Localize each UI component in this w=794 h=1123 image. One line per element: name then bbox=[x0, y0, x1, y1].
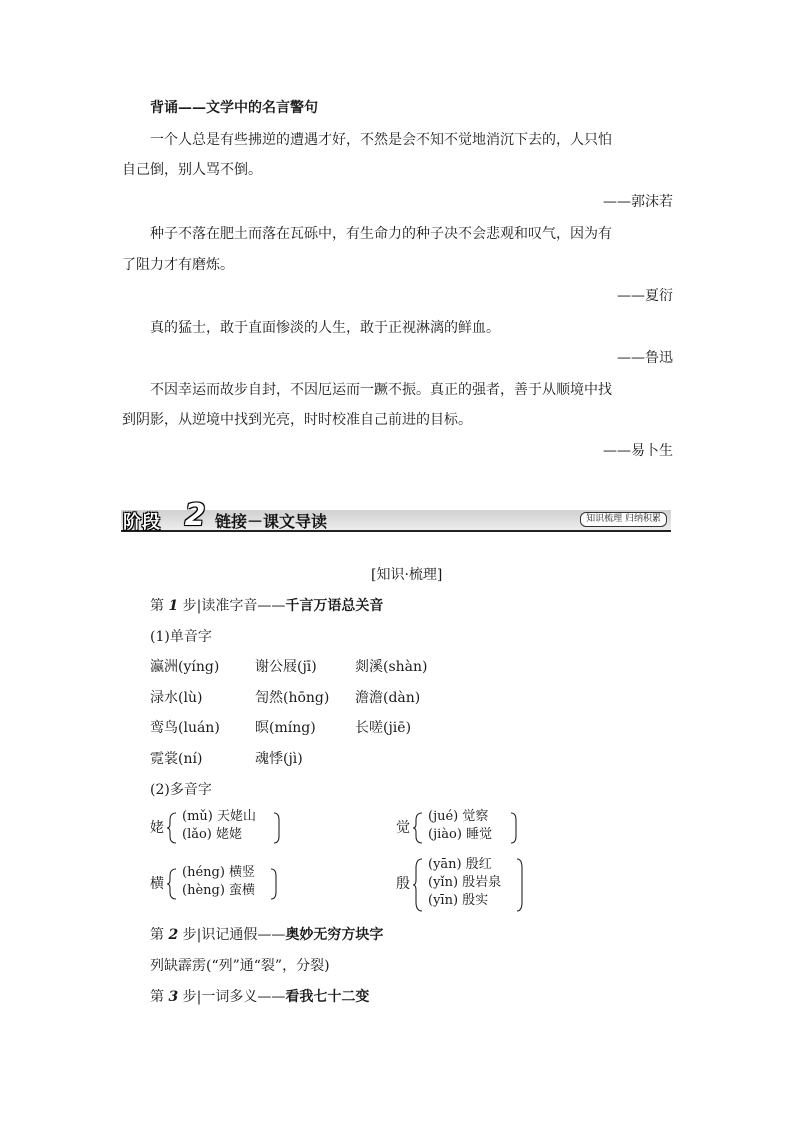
reading bbox=[428, 856, 492, 874]
step-name: 识记通假—— bbox=[201, 927, 286, 943]
step-mid: 步| bbox=[178, 598, 202, 614]
multi-char: 姥 bbox=[150, 820, 164, 836]
stage-label: 阶段 bbox=[123, 512, 161, 533]
recite-heading: 背诵——文学中的名言警句 bbox=[150, 100, 318, 116]
pinyin: (héng) bbox=[182, 865, 225, 880]
word: 蛮横 bbox=[229, 883, 256, 898]
pinyin: (lǎo) bbox=[182, 827, 212, 842]
single-char-item: 剡溪(shàn) bbox=[355, 659, 428, 675]
pinyin: (hèng) bbox=[182, 883, 225, 898]
word: 觉察 bbox=[462, 809, 489, 824]
pinyin: (jué) bbox=[428, 809, 459, 824]
quote-line: 自己倒，别人骂不倒。 bbox=[122, 162, 262, 178]
step-number: 1 bbox=[168, 598, 179, 614]
multi-char: 殷 bbox=[396, 876, 410, 892]
tongjia-item: 列缺霹雳(“列”通“裂”，分裂) bbox=[150, 958, 330, 974]
multi-char: 横 bbox=[150, 876, 164, 892]
quote-author: ——鲁迅 bbox=[617, 350, 673, 366]
quote-line: 种子不落在肥土而落在瓦砾中，有生命力的种子决不会悲观和叹气，因为有 bbox=[150, 226, 612, 242]
step-mid: 步| bbox=[178, 989, 202, 1005]
section-header: [知识·梳理] bbox=[371, 567, 443, 583]
quote-line: 不因幸运而故步自封，不因厄运而一蹶不振。真正的强者，善于从顺境中找 bbox=[150, 382, 612, 398]
step-tail: 看我七十二变 bbox=[285, 989, 370, 1005]
step-number: 2 bbox=[168, 927, 179, 943]
multi-char: 觉 bbox=[396, 820, 410, 836]
reading bbox=[182, 882, 255, 900]
single-char-item: 暝(míng) bbox=[255, 720, 316, 736]
step-mid: 步| bbox=[178, 927, 202, 943]
right-brace-icon bbox=[270, 868, 278, 900]
single-char-item: 訇然(hōng) bbox=[255, 690, 330, 706]
left-brace-icon bbox=[167, 868, 177, 900]
single-char-item: 澹澹(dàn) bbox=[355, 690, 421, 706]
reading bbox=[428, 874, 501, 892]
quote-line: 真的猛士，敢于直面惨淡的人生，敢于正视淋漓的鲜血。 bbox=[150, 320, 500, 336]
step-name: 读准字音—— bbox=[201, 598, 286, 614]
pinyin: (yǐn) bbox=[428, 875, 459, 890]
step-tail: 千言万语总关音 bbox=[285, 598, 384, 614]
step-1-heading bbox=[150, 596, 383, 616]
word: 横竖 bbox=[229, 865, 256, 880]
right-brace-icon bbox=[516, 858, 524, 912]
quote-line: 一个人总是有些拂逆的遭遇才好，不然是会不知不觉地消沉下去的，人只怕 bbox=[150, 132, 612, 148]
single-char-item: 魂悸(jì) bbox=[255, 751, 303, 767]
step-tail: 奥妙无穷方块字 bbox=[285, 927, 384, 943]
stage-number: 2 bbox=[184, 498, 206, 533]
step-prefix: 第 bbox=[150, 989, 169, 1005]
reading bbox=[182, 826, 242, 844]
quote-author: ——夏衍 bbox=[617, 288, 673, 304]
quote-line: 到阴影，从逆境中找到光亮，时时校准自己前进的目标。 bbox=[122, 412, 472, 428]
reading bbox=[182, 808, 256, 826]
pinyin: (yān) bbox=[428, 857, 462, 872]
pinyin: (yīn) bbox=[428, 893, 459, 908]
single-char-item: 长嗟(jiē) bbox=[355, 720, 412, 736]
single-char-item: 谢公屐(jī) bbox=[255, 659, 317, 675]
single-char-heading: (1)单音字 bbox=[150, 629, 212, 645]
single-char-item: 瀛洲(yíng) bbox=[150, 659, 220, 675]
banner-title: 链接－课文导读 bbox=[215, 512, 328, 531]
single-char-item: 鸾鸟(luán) bbox=[150, 720, 220, 736]
multi-char-heading: (2)多音字 bbox=[150, 782, 212, 798]
word: 殷实 bbox=[462, 893, 489, 908]
reading bbox=[428, 808, 488, 826]
banner-tag: 知识梳理 归纳积累 bbox=[580, 512, 667, 527]
step-prefix: 第 bbox=[150, 927, 169, 943]
word: 天姥山 bbox=[216, 809, 256, 824]
step-prefix: 第 bbox=[150, 598, 169, 614]
step-3-heading bbox=[150, 987, 369, 1007]
step-name: 一词多义—— bbox=[201, 989, 286, 1005]
quote-line: 了阻力才有磨炼。 bbox=[122, 257, 234, 273]
reading bbox=[428, 892, 488, 910]
word: 姥姥 bbox=[216, 827, 243, 842]
quote-author: ——郭沫若 bbox=[603, 194, 673, 210]
word: 殷红 bbox=[465, 857, 492, 872]
reading bbox=[428, 826, 492, 844]
pinyin: (jiào) bbox=[428, 827, 462, 842]
word: 殷岩泉 bbox=[462, 875, 502, 890]
step-2-heading bbox=[150, 925, 383, 945]
left-brace-icon bbox=[413, 812, 423, 844]
right-brace-icon bbox=[273, 812, 281, 844]
step-number: 3 bbox=[168, 989, 179, 1005]
single-char-item: 渌水(lù) bbox=[150, 690, 203, 706]
single-char-item: 霓裳(ní) bbox=[150, 751, 203, 767]
word: 睡觉 bbox=[466, 827, 493, 842]
left-brace-icon bbox=[167, 812, 177, 844]
left-brace-icon bbox=[413, 858, 423, 912]
right-brace-icon bbox=[510, 812, 518, 844]
pinyin: (mǔ) bbox=[182, 809, 213, 824]
quote-author: ——易卜生 bbox=[603, 443, 673, 459]
reading bbox=[182, 864, 255, 882]
stage-banner bbox=[121, 498, 671, 533]
